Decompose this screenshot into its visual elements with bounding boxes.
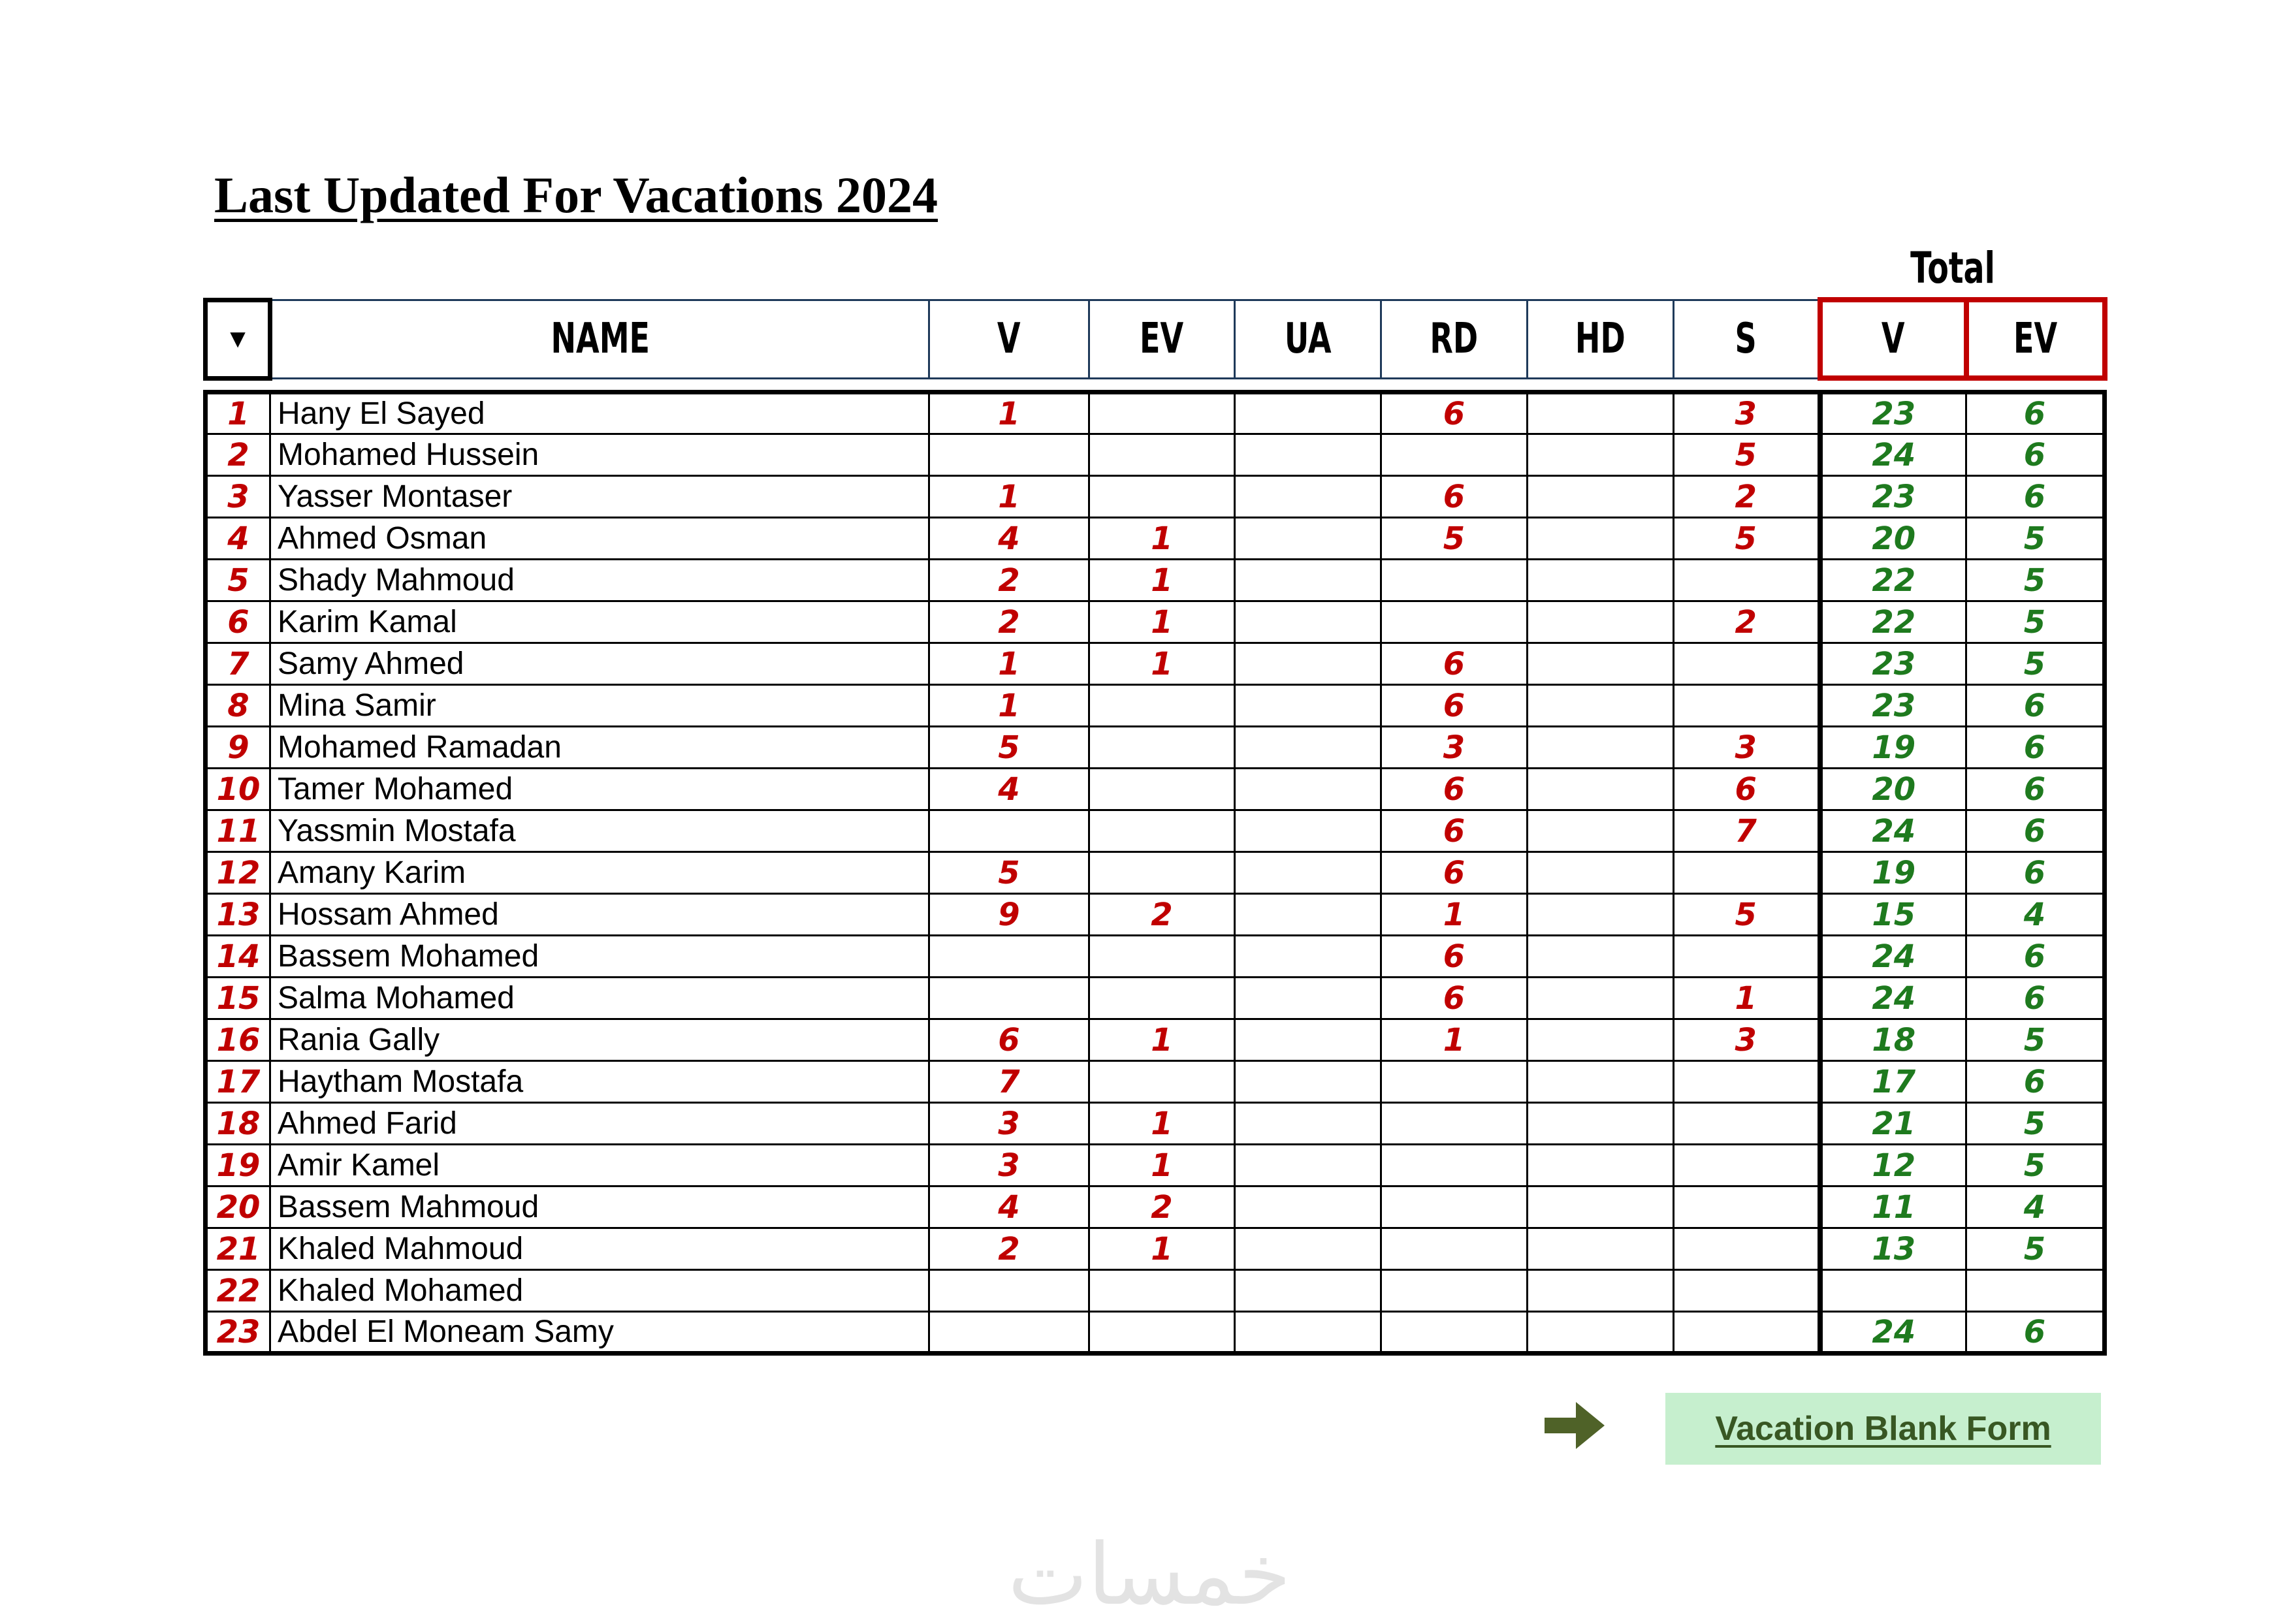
hd-cell[interactable]	[1528, 852, 1674, 894]
ua-cell[interactable]	[1235, 1186, 1381, 1228]
v-cell[interactable]: 2	[929, 560, 1089, 601]
total-v-cell[interactable]: 19	[1820, 852, 1966, 894]
ua-cell[interactable]	[1235, 392, 1381, 434]
rd-cell[interactable]: 6	[1381, 392, 1528, 434]
rd-cell[interactable]: 5	[1381, 518, 1528, 560]
total-ev-cell[interactable]: 6	[1966, 727, 2105, 769]
total-ev-cell[interactable]: 6	[1966, 769, 2105, 810]
table-row	[206, 434, 2105, 476]
hd-cell[interactable]	[1528, 1270, 1674, 1312]
hd-cell[interactable]	[1528, 434, 1674, 476]
hd-cell[interactable]	[1528, 1312, 1674, 1354]
v-cell[interactable]	[929, 936, 1089, 978]
s-cell[interactable]: 1	[1674, 978, 1820, 1019]
table-row	[206, 1019, 2105, 1061]
employee-name-cell[interactable]: Hany El Sayed	[270, 392, 929, 434]
hd-cell[interactable]	[1528, 1019, 1674, 1061]
v-cell[interactable]: 1	[929, 643, 1089, 685]
s-cell[interactable]	[1674, 560, 1820, 601]
hd-cell[interactable]	[1528, 1061, 1674, 1103]
ev-cell[interactable]	[1089, 476, 1235, 518]
s-cell[interactable]	[1674, 852, 1820, 894]
total-ev-cell[interactable]: 6	[1966, 978, 2105, 1019]
total-ev-cell[interactable]: 5	[1966, 518, 2105, 560]
ev-cell[interactable]	[1089, 852, 1235, 894]
row-number[interactable]: 7	[206, 643, 270, 685]
total-ev-cell[interactable]: 5	[1966, 1019, 2105, 1061]
employee-name-cell[interactable]: Salma Mohamed	[270, 978, 929, 1019]
hd-cell[interactable]	[1528, 978, 1674, 1019]
ua-cell[interactable]	[1235, 978, 1381, 1019]
ua-cell[interactable]	[1235, 1270, 1381, 1312]
total-ev-cell[interactable]: 5	[1966, 560, 2105, 601]
v-cell[interactable]	[929, 810, 1089, 852]
rd-cell[interactable]	[1381, 1145, 1528, 1186]
filter-dropdown-button[interactable]	[206, 300, 270, 378]
row-number[interactable]: 11	[206, 810, 270, 852]
column-header-rd[interactable]: RD	[1381, 300, 1528, 378]
v-cell[interactable]: 5	[929, 727, 1089, 769]
table-row	[206, 1186, 2105, 1228]
s-cell[interactable]: 6	[1674, 769, 1820, 810]
total-v-cell[interactable]: 24	[1820, 978, 1966, 1019]
s-cell[interactable]: 3	[1674, 1019, 1820, 1061]
employee-name-cell[interactable]: Khaled Mohamed	[270, 1270, 929, 1312]
rd-cell[interactable]	[1381, 1103, 1528, 1145]
total-ev-cell[interactable]: 6	[1966, 476, 2105, 518]
arrow-right-icon	[1545, 1399, 1607, 1452]
ev-cell[interactable]	[1089, 810, 1235, 852]
ua-cell[interactable]	[1235, 852, 1381, 894]
hd-cell[interactable]	[1528, 1145, 1674, 1186]
table-row	[206, 1061, 2105, 1103]
ua-cell[interactable]	[1235, 685, 1381, 727]
ev-cell[interactable]: 1	[1089, 643, 1235, 685]
v-cell[interactable]: 1	[929, 392, 1089, 434]
total-v-cell[interactable]: 17	[1820, 1061, 1966, 1103]
s-cell[interactable]: 2	[1674, 476, 1820, 518]
hd-cell[interactable]	[1528, 1228, 1674, 1270]
s-cell[interactable]	[1674, 1312, 1820, 1354]
total-v-cell[interactable]: 21	[1820, 1103, 1966, 1145]
vacation-blank-form-link[interactable]: Vacation Blank Form	[1665, 1393, 2101, 1465]
hd-cell[interactable]	[1528, 518, 1674, 560]
s-cell[interactable]	[1674, 1270, 1820, 1312]
v-cell[interactable]: 4	[929, 518, 1089, 560]
total-ev-cell[interactable]: 6	[1966, 392, 2105, 434]
rd-cell[interactable]	[1381, 1061, 1528, 1103]
row-number[interactable]: 23	[206, 1312, 270, 1354]
ev-cell[interactable]: 1	[1089, 518, 1235, 560]
table-row	[206, 392, 2105, 434]
employee-name-cell[interactable]: Shady Mahmoud	[270, 560, 929, 601]
s-cell[interactable]	[1674, 1061, 1820, 1103]
ua-cell[interactable]	[1235, 810, 1381, 852]
total-ev-cell[interactable]: 6	[1966, 434, 2105, 476]
table-row	[206, 518, 2105, 560]
ua-cell[interactable]	[1235, 1312, 1381, 1354]
s-cell[interactable]: 5	[1674, 518, 1820, 560]
s-cell[interactable]: 2	[1674, 601, 1820, 643]
employee-name-cell[interactable]: Hossam Ahmed	[270, 894, 929, 936]
column-header-total-ev[interactable]: EV	[1966, 300, 2105, 378]
watermark-logo: خمسات	[1008, 1525, 1291, 1624]
column-header-name[interactable]: NAME	[270, 300, 929, 378]
table-row	[206, 643, 2105, 685]
rd-cell[interactable]	[1381, 1270, 1528, 1312]
rd-cell[interactable]: 6	[1381, 810, 1528, 852]
row-number[interactable]: 18	[206, 1103, 270, 1145]
rd-cell[interactable]: 3	[1381, 727, 1528, 769]
table-row	[206, 936, 2105, 978]
total-v-cell[interactable]: 23	[1820, 685, 1966, 727]
column-header-v[interactable]: V	[929, 300, 1089, 378]
s-cell[interactable]: 5	[1674, 894, 1820, 936]
table-row	[206, 727, 2105, 769]
ua-cell[interactable]	[1235, 1103, 1381, 1145]
ev-cell[interactable]: 2	[1089, 894, 1235, 936]
total-v-cell[interactable]: 20	[1820, 769, 1966, 810]
vacation-table	[203, 390, 2107, 1356]
v-cell[interactable]: 3	[929, 1145, 1089, 1186]
s-cell[interactable]	[1674, 1186, 1820, 1228]
total-v-cell[interactable]: 19	[1820, 727, 1966, 769]
employee-name-cell[interactable]: Khaled Mahmoud	[270, 1228, 929, 1270]
ev-cell[interactable]: 1	[1089, 601, 1235, 643]
v-cell[interactable]: 6	[929, 1019, 1089, 1061]
row-number[interactable]: 19	[206, 1145, 270, 1186]
row-number[interactable]: 13	[206, 894, 270, 936]
v-cell[interactable]: 1	[929, 685, 1089, 727]
rd-cell[interactable]	[1381, 1186, 1528, 1228]
hd-cell[interactable]	[1528, 936, 1674, 978]
rd-cell[interactable]	[1381, 1228, 1528, 1270]
employee-name-cell[interactable]: Rania Gally	[270, 1019, 929, 1061]
ev-cell[interactable]: 2	[1089, 1186, 1235, 1228]
total-ev-cell[interactable]: 6	[1966, 936, 2105, 978]
s-cell[interactable]	[1674, 1228, 1820, 1270]
ua-cell[interactable]	[1235, 1145, 1381, 1186]
rd-cell[interactable]: 1	[1381, 1019, 1528, 1061]
s-cell[interactable]	[1674, 643, 1820, 685]
total-v-cell[interactable]	[1820, 1270, 1966, 1312]
total-ev-cell[interactable]: 6	[1966, 1312, 2105, 1354]
row-number[interactable]: 2	[206, 434, 270, 476]
total-ev-cell[interactable]: 6	[1966, 810, 2105, 852]
total-v-cell[interactable]: 24	[1820, 434, 1966, 476]
v-cell[interactable]	[929, 1270, 1089, 1312]
row-number[interactable]: 8	[206, 685, 270, 727]
total-v-cell[interactable]: 12	[1820, 1145, 1966, 1186]
s-cell[interactable]: 7	[1674, 810, 1820, 852]
employee-name-cell[interactable]: Samy Ahmed	[270, 643, 929, 685]
v-cell[interactable]: 4	[929, 769, 1089, 810]
ev-cell[interactable]	[1089, 434, 1235, 476]
row-number[interactable]: 4	[206, 518, 270, 560]
rd-cell[interactable]	[1381, 560, 1528, 601]
total-v-cell[interactable]: 23	[1820, 476, 1966, 518]
ua-cell[interactable]	[1235, 476, 1381, 518]
ua-cell[interactable]	[1235, 518, 1381, 560]
row-number[interactable]: 22	[206, 1270, 270, 1312]
employee-name-cell[interactable]: Tamer Mohamed	[270, 769, 929, 810]
rd-cell[interactable]: 1	[1381, 894, 1528, 936]
employee-name-cell[interactable]: Yasser Montaser	[270, 476, 929, 518]
employee-name-cell[interactable]: Mohamed Hussein	[270, 434, 929, 476]
row-number[interactable]: 6	[206, 601, 270, 643]
table-row	[206, 1270, 2105, 1312]
v-cell[interactable]	[929, 1312, 1089, 1354]
hd-cell[interactable]	[1528, 810, 1674, 852]
total-v-cell[interactable]: 22	[1820, 560, 1966, 601]
ev-cell[interactable]	[1089, 392, 1235, 434]
rd-cell[interactable]: 6	[1381, 769, 1528, 810]
v-cell[interactable]: 4	[929, 1186, 1089, 1228]
rd-cell[interactable]: 6	[1381, 852, 1528, 894]
ev-cell[interactable]	[1089, 727, 1235, 769]
employee-name-cell[interactable]: Abdel El Moneam Samy	[270, 1312, 929, 1354]
v-cell[interactable]: 5	[929, 852, 1089, 894]
table-row	[206, 685, 2105, 727]
row-number[interactable]: 20	[206, 1186, 270, 1228]
ua-cell[interactable]	[1235, 936, 1381, 978]
table-row	[206, 852, 2105, 894]
hd-cell[interactable]	[1528, 1103, 1674, 1145]
table-row	[206, 978, 2105, 1019]
rd-cell[interactable]	[1381, 1312, 1528, 1354]
total-ev-cell[interactable]: 5	[1966, 1228, 2105, 1270]
v-cell[interactable]	[929, 978, 1089, 1019]
ev-cell[interactable]	[1089, 936, 1235, 978]
table-row	[206, 1145, 2105, 1186]
table-row	[206, 1228, 2105, 1270]
employee-name-cell[interactable]: Amir Kamel	[270, 1145, 929, 1186]
total-v-cell[interactable]: 15	[1820, 894, 1966, 936]
v-cell[interactable]: 7	[929, 1061, 1089, 1103]
row-number[interactable]: 12	[206, 852, 270, 894]
hd-cell[interactable]	[1528, 769, 1674, 810]
row-number[interactable]: 21	[206, 1228, 270, 1270]
page-title: Last Updated For Vacations 2024	[214, 167, 938, 223]
row-number[interactable]: 14	[206, 936, 270, 978]
s-cell[interactable]	[1674, 1103, 1820, 1145]
ev-cell[interactable]: 1	[1089, 1019, 1235, 1061]
v-cell[interactable]: 9	[929, 894, 1089, 936]
employee-name-cell[interactable]: Bassem Mahmoud	[270, 1186, 929, 1228]
table-body	[206, 392, 2105, 1354]
total-v-cell[interactable]: 18	[1820, 1019, 1966, 1061]
s-cell[interactable]: 3	[1674, 392, 1820, 434]
s-cell[interactable]: 5	[1674, 434, 1820, 476]
row-number[interactable]: 5	[206, 560, 270, 601]
table-row	[206, 560, 2105, 601]
hd-cell[interactable]	[1528, 643, 1674, 685]
total-label: Total	[1910, 243, 1995, 293]
ev-cell[interactable]: 1	[1089, 1228, 1235, 1270]
table-row	[206, 1103, 2105, 1145]
hd-cell[interactable]	[1528, 727, 1674, 769]
v-cell[interactable]: 2	[929, 1228, 1089, 1270]
column-header-total-v[interactable]: V	[1820, 300, 1966, 378]
employee-name-cell[interactable]: Amany Karim	[270, 852, 929, 894]
s-cell[interactable]	[1674, 1145, 1820, 1186]
total-ev-cell[interactable]: 5	[1966, 1103, 2105, 1145]
ua-cell[interactable]	[1235, 1228, 1381, 1270]
hd-cell[interactable]	[1528, 894, 1674, 936]
v-cell[interactable]: 2	[929, 601, 1089, 643]
row-number[interactable]: 1	[206, 392, 270, 434]
rd-cell[interactable]: 6	[1381, 978, 1528, 1019]
total-ev-cell[interactable]: 6	[1966, 685, 2105, 727]
employee-name-cell[interactable]: Haytham Mostafa	[270, 1061, 929, 1103]
ev-cell[interactable]	[1089, 1312, 1235, 1354]
total-v-cell[interactable]: 11	[1820, 1186, 1966, 1228]
ev-cell[interactable]	[1089, 1270, 1235, 1312]
ev-cell[interactable]: 1	[1089, 560, 1235, 601]
total-v-cell[interactable]: 23	[1820, 392, 1966, 434]
v-cell[interactable]: 1	[929, 476, 1089, 518]
row-number[interactable]: 10	[206, 769, 270, 810]
header-row	[203, 297, 2107, 381]
s-cell[interactable]	[1674, 936, 1820, 978]
hd-cell[interactable]	[1528, 685, 1674, 727]
total-v-cell[interactable]: 24	[1820, 936, 1966, 978]
table-row	[206, 476, 2105, 518]
total-v-cell[interactable]: 20	[1820, 518, 1966, 560]
ev-cell[interactable]	[1089, 685, 1235, 727]
total-ev-cell[interactable]	[1966, 1270, 2105, 1312]
ua-cell[interactable]	[1235, 560, 1381, 601]
total-v-cell[interactable]: 22	[1820, 601, 1966, 643]
s-cell[interactable]: 3	[1674, 727, 1820, 769]
row-number[interactable]: 3	[206, 476, 270, 518]
table-row	[206, 769, 2105, 810]
total-ev-cell[interactable]: 6	[1966, 852, 2105, 894]
hd-cell[interactable]	[1528, 1186, 1674, 1228]
ev-cell[interactable]	[1089, 769, 1235, 810]
row-number[interactable]: 16	[206, 1019, 270, 1061]
rd-cell[interactable]: 6	[1381, 936, 1528, 978]
employee-name-cell[interactable]: Mohamed Ramadan	[270, 727, 929, 769]
hd-cell[interactable]	[1528, 476, 1674, 518]
ua-cell[interactable]	[1235, 769, 1381, 810]
total-ev-cell[interactable]: 6	[1966, 1061, 2105, 1103]
v-cell[interactable]	[929, 434, 1089, 476]
rd-cell[interactable]: 6	[1381, 476, 1528, 518]
table-row	[206, 1312, 2105, 1354]
ua-cell[interactable]	[1235, 1019, 1381, 1061]
row-number[interactable]: 9	[206, 727, 270, 769]
employee-name-cell[interactable]: Yassmin Mostafa	[270, 810, 929, 852]
ua-cell[interactable]	[1235, 601, 1381, 643]
total-v-cell[interactable]: 24	[1820, 810, 1966, 852]
ua-cell[interactable]	[1235, 894, 1381, 936]
total-ev-cell[interactable]: 5	[1966, 1145, 2105, 1186]
total-ev-cell[interactable]: 5	[1966, 601, 2105, 643]
ua-cell[interactable]	[1235, 1061, 1381, 1103]
rd-cell[interactable]: 6	[1381, 685, 1528, 727]
total-ev-cell[interactable]: 4	[1966, 1186, 2105, 1228]
total-ev-cell[interactable]: 4	[1966, 894, 2105, 936]
column-header-ua[interactable]: UA	[1235, 300, 1381, 378]
total-v-cell[interactable]: 13	[1820, 1228, 1966, 1270]
rd-cell[interactable]	[1381, 601, 1528, 643]
total-v-cell[interactable]: 23	[1820, 643, 1966, 685]
hd-cell[interactable]	[1528, 601, 1674, 643]
table-row	[206, 810, 2105, 852]
rd-cell[interactable]: 6	[1381, 643, 1528, 685]
employee-name-cell[interactable]: Bassem Mohamed	[270, 936, 929, 978]
table-row	[206, 894, 2105, 936]
employee-name-cell[interactable]: Ahmed Farid	[270, 1103, 929, 1145]
row-number[interactable]: 17	[206, 1061, 270, 1103]
ev-cell[interactable]	[1089, 1061, 1235, 1103]
ua-cell[interactable]	[1235, 643, 1381, 685]
hd-cell[interactable]	[1528, 560, 1674, 601]
column-header-s[interactable]: S	[1674, 300, 1820, 378]
ua-cell[interactable]	[1235, 727, 1381, 769]
ua-cell[interactable]	[1235, 434, 1381, 476]
total-v-cell[interactable]: 24	[1820, 1312, 1966, 1354]
employee-name-cell[interactable]: Karim Kamal	[270, 601, 929, 643]
s-cell[interactable]	[1674, 685, 1820, 727]
employee-name-cell[interactable]: Ahmed Osman	[270, 518, 929, 560]
hd-cell[interactable]	[1528, 392, 1674, 434]
ev-cell[interactable]: 1	[1089, 1145, 1235, 1186]
employee-name-cell[interactable]: Mina Samir	[270, 685, 929, 727]
table-row	[206, 601, 2105, 643]
ev-cell[interactable]: 1	[1089, 1103, 1235, 1145]
ev-cell[interactable]	[1089, 978, 1235, 1019]
row-number[interactable]: 15	[206, 978, 270, 1019]
total-ev-cell[interactable]: 5	[1966, 643, 2105, 685]
column-header-ev[interactable]: EV	[1089, 300, 1235, 378]
v-cell[interactable]: 3	[929, 1103, 1089, 1145]
dropdown-arrow-icon: ▼	[225, 324, 251, 353]
rd-cell[interactable]	[1381, 434, 1528, 476]
column-header-hd[interactable]: HD	[1528, 300, 1674, 378]
